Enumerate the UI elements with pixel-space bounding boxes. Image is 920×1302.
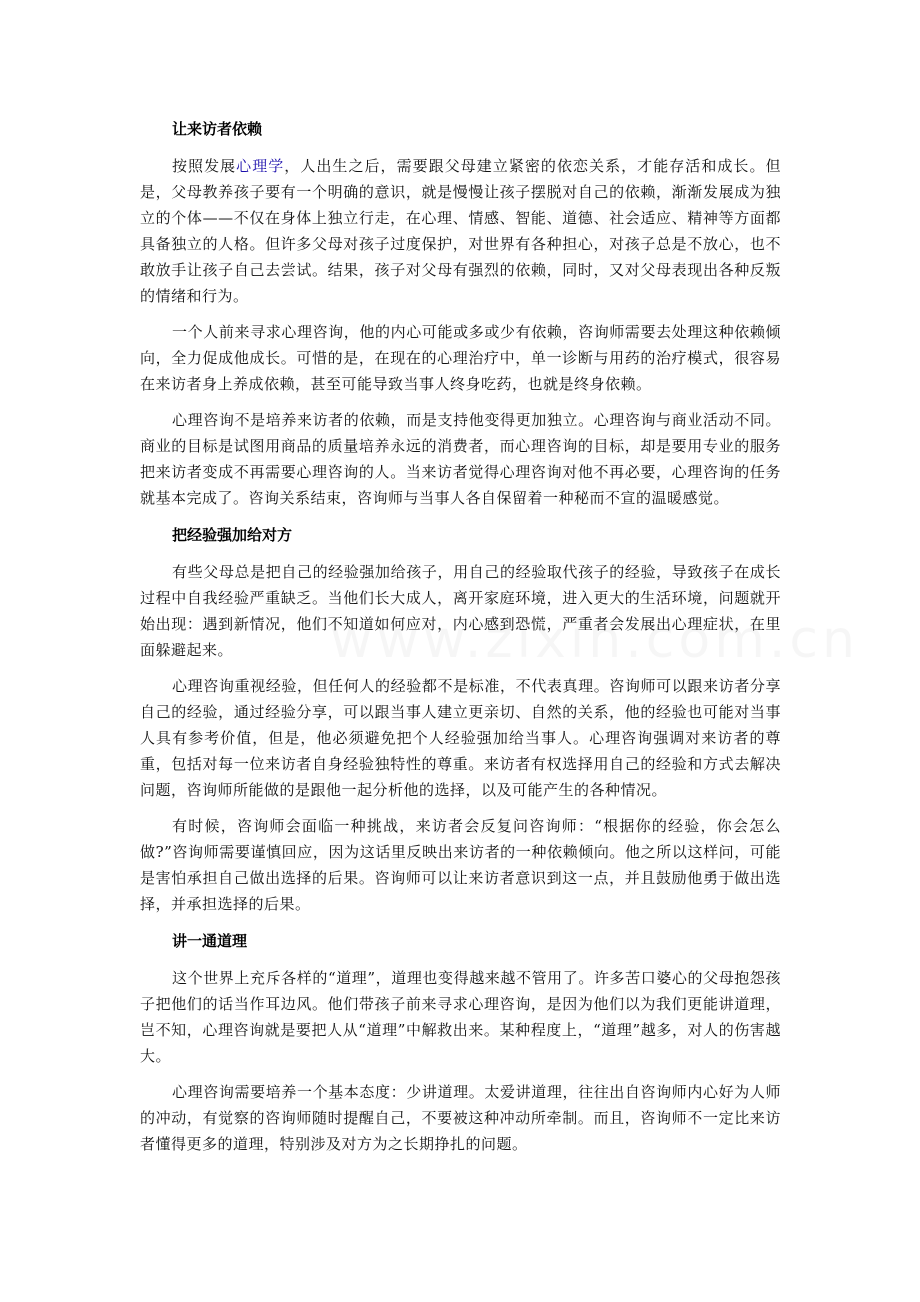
section-heading: 讲一通道理 <box>172 932 248 950</box>
section-heading: 把经验强加给对方 <box>172 526 293 544</box>
paragraph: 心理咨询需要培养一个基本态度：少讲道理。太爱讲道理，往往出自咨询师内心好为人师的冲动，有觉察的咨询师随时提醒自己，不要被这种冲动所牵制。而且，咨询师不一定比来访者懂得更多的道理，特别涉及对方为之长期挣扎的问题。 <box>140 1083 781 1153</box>
paragraph: 有些父母总是把自己的经验强加给孩子，用自己的经验取代孩子的经验，导致孩子在成长过程中自我经验严重缺乏。当他们长大成人，离开家庭环境，进入更大的生活环境，问题就开始出现：遇到新情况，他们不知道如何应对，内心感到恐慌，严重者会发展出心理症状，在里面躲避起来。 <box>140 563 781 659</box>
paragraph-text: ，人出生之后，需要跟父母建立紧密的依恋关系，才能存活和成长。但是，父母教养孩子要有一个明确的意识，就是慢慢让孩子摆脱对自己的依赖，渐渐发展成为独立的个体——不仅在身体上独立行走，在心理、情感、智能、道德、社会适应、精神等方面都具备独立的人格。但许多父母对孩子过度保护，对世界有各种担心，对孩子总是不放心，也不敢放手让孩子自己去尝试。结果，孩子对父母有强烈的依赖，同时，又对父母表现出各种反叛的情绪和行为。 <box>140 157 781 305</box>
section-heading: 让来访者依赖 <box>172 120 263 138</box>
paragraph <box>140 153 781 309</box>
paragraph: 心理咨询不是培养来访者的依赖，而是支持他变得更加独立。心理咨询与商业活动不同。商业的目标是试图用商品的质量培养永远的消费者，而心理咨询的目标，却是要用专业的服务把来访者变成不再需要心理咨询的人。当来访者觉得心理咨询对他不再必要，心理咨询的任务就基本完成了。咨询关系结束，咨询师与当事人各自保留着一种秘而不宣的温暖感觉。 <box>140 411 781 507</box>
paragraph: 心理咨询重视经验，但任何人的经验都不是标准，不代表真理。咨询师可以跟来访者分享自己的经验，通过经验分享，可以跟当事人建立更亲切、自然的关系，他的经验也可能对当事人具有参考价值，但是，他必须避免把个人经验强加给当事人。心理咨询强调对来访者的尊重，包括对每一位来访者自身经验独特性的尊重。来访者有权选择用自己的经验和方式去解决问题，咨询师所能做的是跟他一起分析他的选择，以及可能产生的各种情况。 <box>140 677 781 799</box>
paragraph: 这个世界上充斥各样的“道理”，道理也变得越来越不管用了。许多苦口婆心的父母抱怨孩子把他们的话当作耳边风。他们带孩子前来寻求心理咨询，是因为他们以为我们更能讲道理，岂不知，心理咨询就是要把人从“道理”中解救出来。某种程度上，“道理”越多，对人的伤害越大。 <box>140 969 781 1065</box>
psychology-link[interactable]: 心理学 <box>236 157 285 175</box>
document-body <box>140 112 781 1157</box>
paragraph-text: 按照发展 <box>172 157 237 175</box>
paragraph: 一个人前来寻求心理咨询，他的内心可能或多或少有依赖，咨询师需要去处理这种依赖倾向，全力促成他成长。可惜的是，在现在的心理治疗中，单一诊断与用药的治疗模式，很容易在来访者身上养成依赖，甚至可能导致当事人终身吃药，也就是终身依赖。 <box>140 323 781 393</box>
paragraph: 有时候，咨询师会面临一种挑战，来访者会反复问咨询师：“根据你的经验，你会怎么做?”咨询师需要谨慎回应，因为这话里反映出来访者的一种依赖倾向。他之所以这样问，可能是害怕承担自己做出选择的后果。咨询师可以让来访者意识到这一点，并且鼓励他勇于做出选择，并承担选择的后果。 <box>140 817 781 913</box>
